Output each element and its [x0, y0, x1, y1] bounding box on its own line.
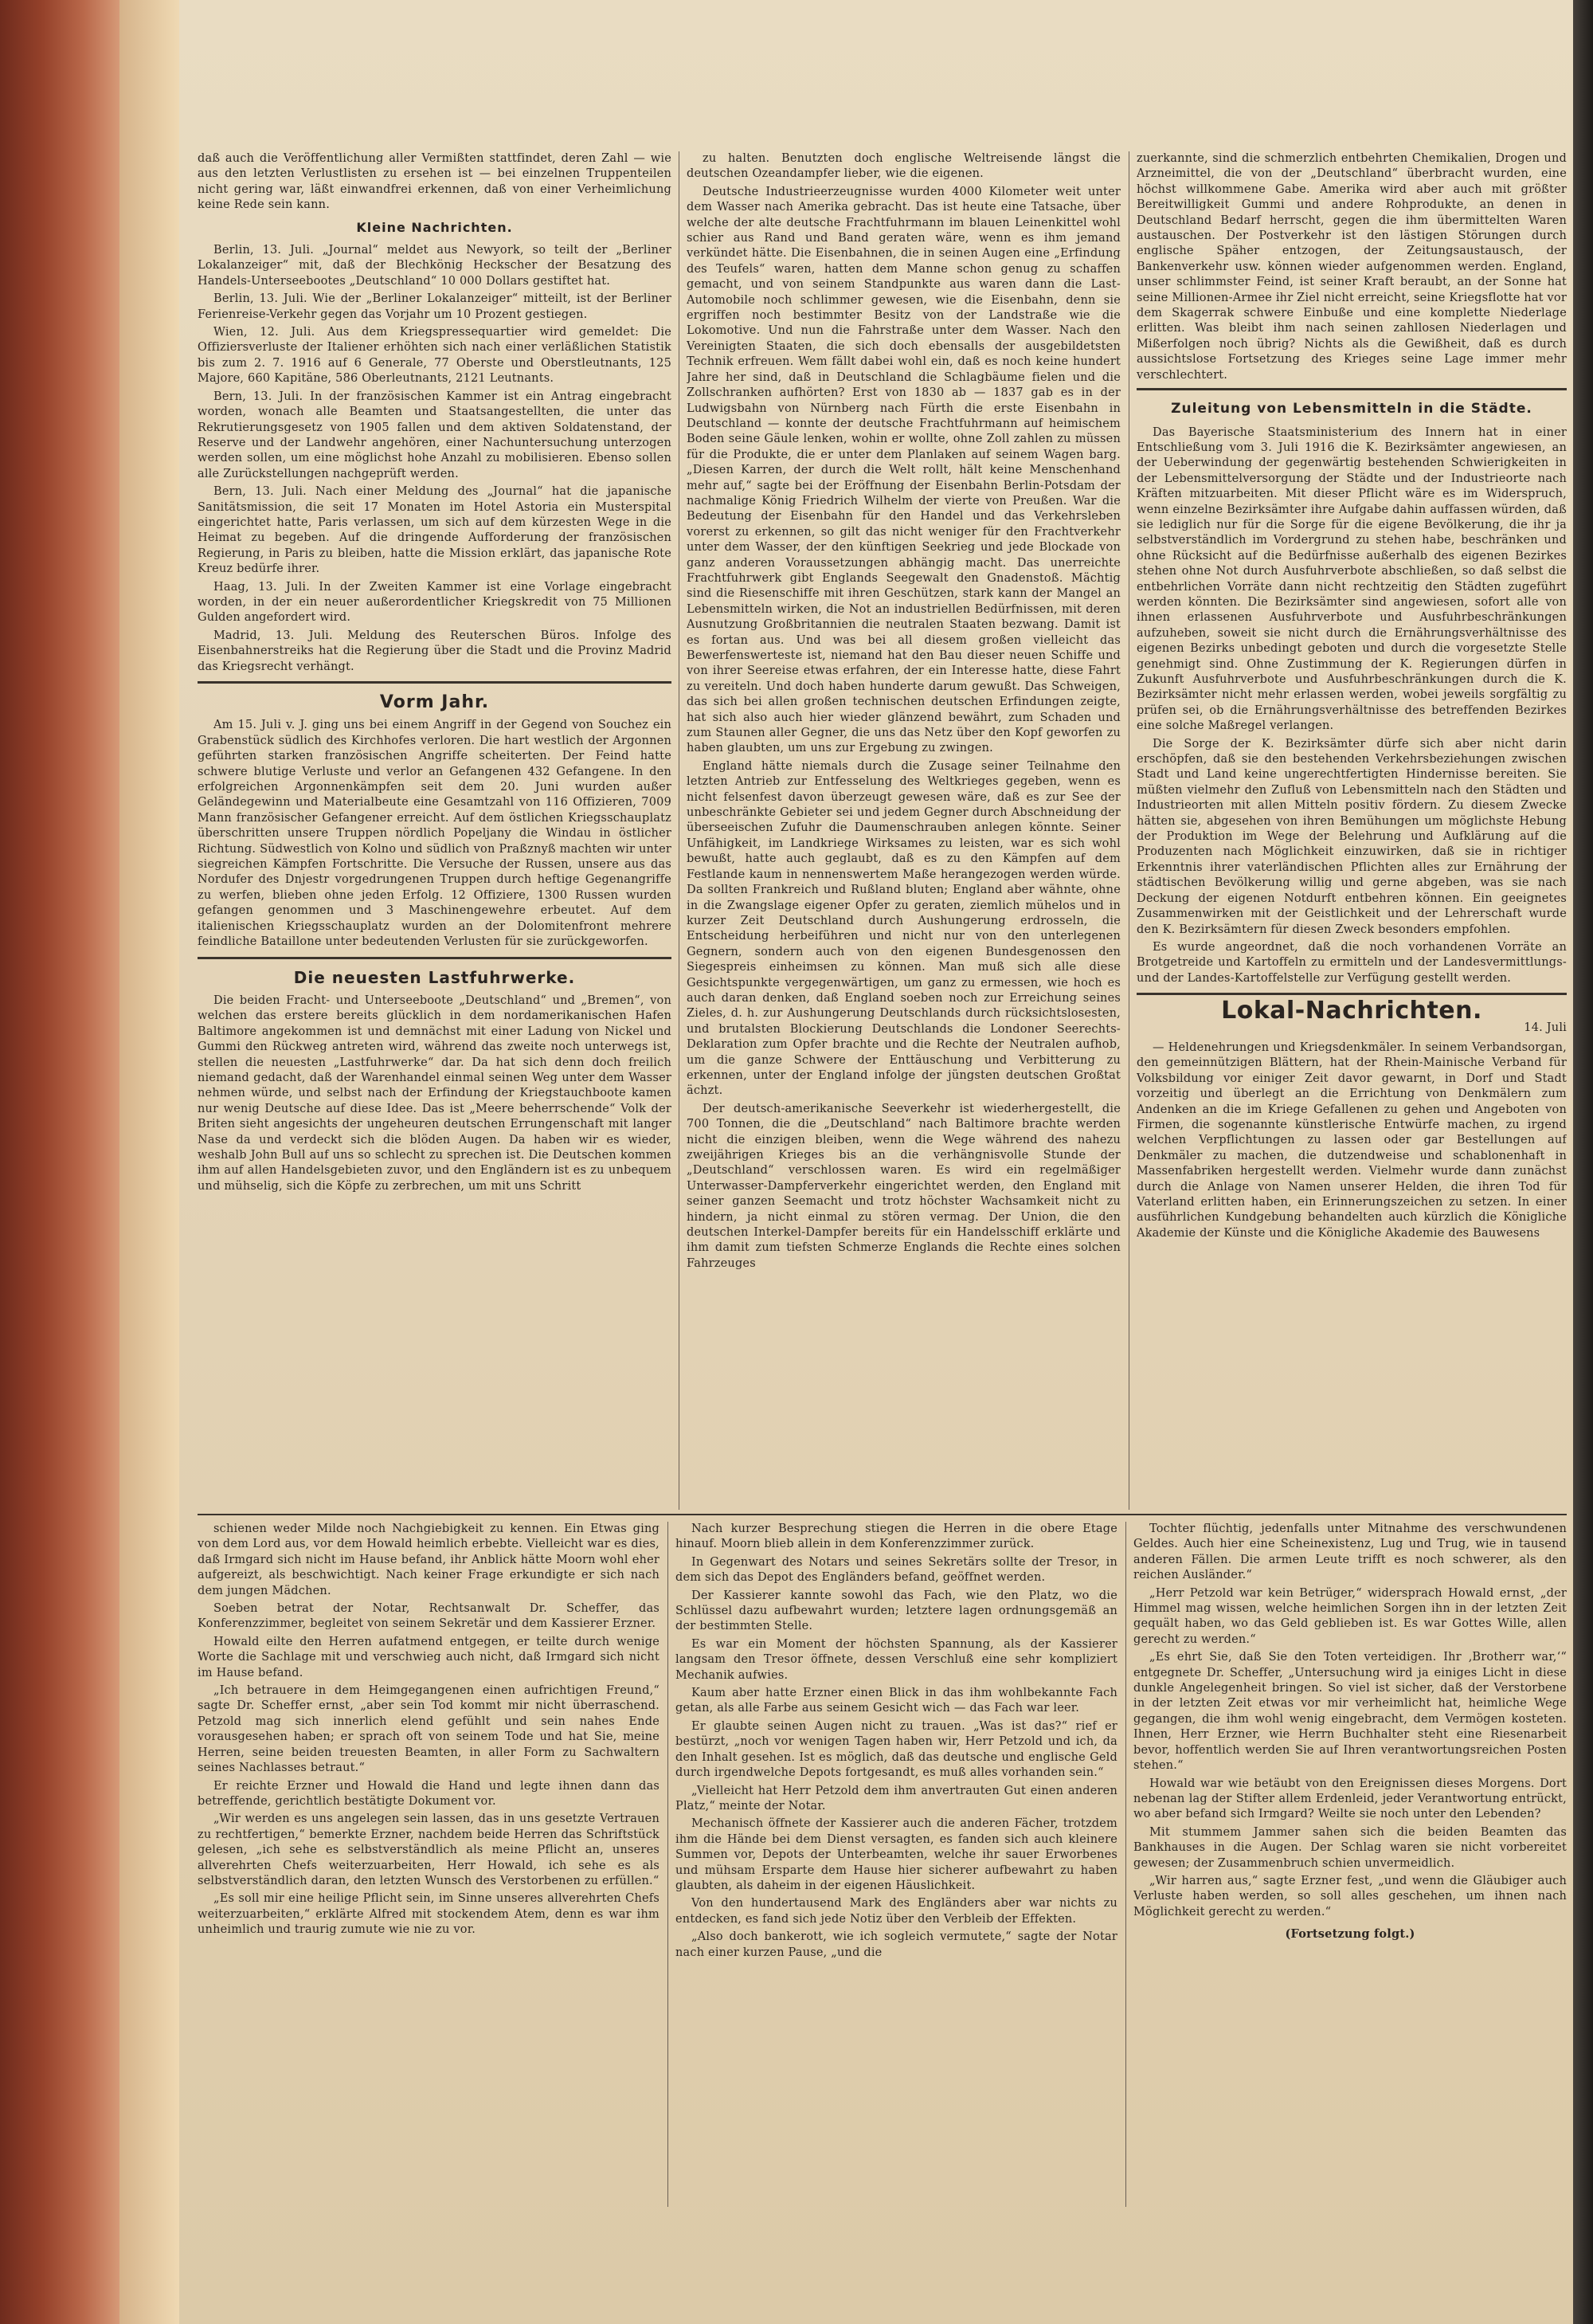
book-binding: [0, 0, 119, 2324]
paragraph: Das Bayerische Staatsministerium des Innern hat in einer Entschließung vom 3. Juli 1916 die K. Bezirksämter angewiesen, an der Ueberwindung der gegenwärtig bestehenden Schwierigkeiten in der Lebensmittelversorgung der Städte und der Industrieorte nach Kräften mitzuarbeiten. Mit dieser Pflicht wäre es im Widerspruch, wenn einzelne Bezirksämter ihre Aufgabe dahin auffassen würden, daß sie lediglich nur für die Sorge für die eigene Bevölkerung, die ihr ja selbstverständlich im Vordergrund zu stehen habe, beschränken und ohne Rücksicht auf die Bedürfnisse außerhalb des eigenen Bezirkes stehen ohne Not durch Ausfuhrverbote abschließen, so daß selbst die entbehrlichen Vorräte dann nicht rechtzeitig den Städten zugeführt werden könnten. Die Bezirksämter sind angewiesen, sofort alle von ihnen erlassenen Ausfuhrverbote und Ausfuhrbeschränkungen aufzuheben, soweit sie nicht durch die Ernährungsverhältnisse des eigenen Bezirks unbedingt geboten und durch die vorgesetzte Stelle genehmigt sind. Ohne Zustimmung der K. Regierungen dürfen in Zukunft Ausfuhrverbote und Ausfuhrbeschränkungen durch die K. Bezirksämter nicht mehr erlassen werden, wobei jeweils sorgfältig zu prüfen sei, ob die Ernährungsverhältnisse des betreffenden Bezirkes eine solche Maßregel verlangen.: [1137, 425, 1567, 733]
paragraph: Bern, 13. Juli. In der französischen Kammer ist ein Antrag eingebracht worden, wonach alle Beamten und Staatsangestellten, die unter das Rekrutierungsgesetz von 1905 fallen und dem aktiven Soldatenstand, der Reserve und der Landwehr angehören, einer Nachuntersuchung unterzogen werden sollen, um eine möglichst hohe Anzahl zu mobilisieren. Ebenso sollen alle Zurückstellungen nachgeprüft werden.: [198, 390, 671, 480]
paragraph: Bern, 13. Juli. Nach einer Meldung des „Journal“ hat die japanische Sanitätsmission, die seit 17 Monaten im Hotel Astoria ein Musterspital eingerichtet hatte, Paris verlassen, um sich auf dem kürzesten Wege in die Heimat zu begeben. Auf die dringende Aufforderung der französischen Regierung, in Paris zu bleiben, hatte die Mission erklärt, das japanische Rote Kreuz bedürfe ihrer.: [198, 485, 671, 576]
upper-column-2: [687, 151, 1121, 1510]
paragraph: Mit stummem Jammer sahen sich die beiden Beamten das Bankhauses in die Augen. Der Schlag waren sie nicht vorbereitet gewesen; der Zusammenbruch schien unvermeidlich.: [1133, 1825, 1567, 1870]
paragraph: zu halten. Benutzten doch englische Weltreisende längst die deutschen Ozeandampfer lieber, wie die eigenen.: [687, 152, 1121, 181]
paragraph: Berlin, 13. Juli. „Journal“ meldet aus Newyork, so teilt der „Berliner Lokalanzeiger“ mit, daß der Blechkönig Heckscher der Besatzung des Handels-Unterseebootes „Deutschland“ 10 000 Dollars gestiftet hat.: [198, 244, 671, 288]
paragraph: Deutsche Industrieerzeugnisse wurden 4000 Kilometer weit unter dem Wasser nach Amerika gebracht. Das ist heute eine Tatsache, über welche der alte deutsche Frachtfuhrmann im blauen Leinenkittel wohl schier aus Rand und Band geraten wäre, wenn es ihm jemand verkündet hätte. Die Eisenbahnen, die in seinen Augen eine „Erfindung des Teufels“ waren, hatten dem Manne schon genug zu schaffen gemacht, und von seinem Standpunkte aus waren dann die Last-Automobile noch schlimmer gewesen, wie die Eisenbahn, denn sie ergriffen noch bestimmter Besitz von der Landstraße wie die Lokomotive. Und nun die Fahrstraße unter dem Wasser. Nach den Vereinigten Staaten, die sich doch ebensalls der ausgebildetsten Technik erfreuen. Wem fällt dabei wohl ein, daß es noch keine hundert Jahre her sind, daß in Deutschland die Schlagbäume fielen und die Zollschranken aufhörten? Erst von 1830 ab — 1837 gab es in der Ludwigsbahn von Nürnberg nach Fürth die erste Eisenbahn in Deutschland — konnte der deutsche Frachtfuhrmann auf heimischem Boden seine Gäule lenken, wohin er wollte, ohne Zoll zahlen zu müssen für die Produkte, die er unter dem Planlaken auf seinem Wagen barg. „Diesen Karren, der durch die Welt rollt, hält keine Menschenhand mehr auf,“ sagte bei der Eröffnung der Eisenbahn Berlin-Potsdam der nachmalige König Friedrich Wilhelm der vierte von Preußen. War die Bedeutung der Eisenbahn für den Handel und das Verkehrsleben vorerst zu erkennen, so gilt das nicht weniger für den Frachtverkehr unter dem Wasser, der den künftigen Seekrieg und jede Blockade von ganz anderen Voraussetzungen abhängig macht. Das unerreichte Frachtfuhrwerk gibt Englands Seegewalt den Gnadenstoß. Mächtig sind die Riesenschiffe mit ihren Geschützen, stark kann der Mangel an Lebensmitteln wirken, die Not an industriellen Bedürfnissen, mit deren Ausnutzung Großbritannien die neutralen Staaten bezwang. Damit ist es fortan aus. Und was bei all diesem großen vielleicht das Bewerfenswerteste ist, niemand hat den Bau dieser neuen Schiffe und von ihrer Seereise etwas erfahren, der ein Interesse hatte, diese Fahrt zu vereiteln. Und doch haben hunderte darum gewußt. Das Schweigen, das sich bei allen großen technischen deutschen Erfindungen zeigte, hat sich also auch hier wieder glänzend bewährt, zum Schaden und zum Staunen aller Gegner, die uns das Netz über den Kopf geworfen zu haben glaubten, um uns zur Ergebung zu zwingen.: [687, 185, 1121, 755]
lastfuhrwerke-text: Die beiden Fracht- und Unterseeboote „Deutschland“ und „Bremen“, von welchen das erstere bereits glücklich in dem nordamerikanischen Hafen Baltimore angekommen ist und demnächst mit einer Ladung von Nickel und Gummi den Rückweg antreten wird, während das zweite noch unterwegs ist, stellen die neuesten „Lastfuhrwerke“ dar. Da hat sich denn doch freilich niemand gedacht, daß der Warenhandel einmal seinen Weg unter dem Wasser nehmen würde, und selbst nach der Erfindung der Kriegstauchboote kamen nur wenig Deutsche auf diese Idee. Das ist „Meere beherrschende“ Volk der Briten sieht angesichts der ungeheuren deutschen Errungenschaft mit langer Nase da und verdeckt sich die blöden Augen. Da haben wir es wieder, weshalb John Bull auf uns so schlecht zu sprechen ist. Die Deutschen kommen ihm auf allen Handelsgebieten zuvor, und den Engländern ist es zu unbequem und mühselig, sich die Köpfe zu zerbrechen, um mit uns Schritt: [198, 993, 671, 1193]
lastfuhrwerke-heading: Die neuesten Lastfuhrwerke.: [293, 967, 576, 987]
section-rule: [1137, 388, 1567, 395]
feuilleton-col3-paragraphs: [1133, 1522, 1567, 1920]
paragraph: Soeben betrat der Notar, Rechtsanwalt Dr. Scheffer, das Konferenzzimmer, begleitet von seinem Sekretär und dem Kassierer Erzner.: [198, 1602, 660, 1631]
vorm-jahr-heading: Vorm Jahr.: [379, 692, 490, 712]
section-rule: [198, 681, 671, 688]
paragraph: „Wir werden es uns angelegen sein lassen, das in uns gesetzte Vertrauen zu rechtfertigen,“ bemerkte Erzner, nachdem beide Herren das Schriftstück gelesen, „ich sehe es selbstverständlich als meine Pflicht an, unseres allverehrten Chefs weiterzuarbeiten, Herr Howald, ich sehe es als selbstverständlich daran, den letzten Wunsch des Verstorbenen zu erfüllen.“: [198, 1813, 660, 1887]
paragraph: „Es soll mir eine heilige Pflicht sein, im Sinne unseres allverehrten Chefs weiterzuarbeiten,“ erklärte Alfred mit stockendem Atem, denn es war ihm unheimlich und traurig zumute wie nie zu vor.: [198, 1892, 660, 1937]
upper-column-1: [198, 151, 671, 1510]
paragraph: Der deutsch-amerikanische Seeverkehr ist wiederhergestellt, die 700 Tonnen, die die „Deutschland“ nach Baltimore brachte werden nicht die einzigen bleiben, wenn die Wege während des nahezu zweijährigen Krieges bis an die verhängnisvolle Stunde der „Deutschland“ verschlossen waren. Es wird ein regelmäßiger Unterwasser-Dampferverkehr eingerichtet werden, den England mit seiner ganzen Seemacht und trotz höchster Wachsamkeit nicht zu hindern, ja nicht einmal zu stören vermag. Der Union, die den deutschen Interkel-Dampfer bereits für ein Handelsschiff erklärte und ihm damit zum tiefsten Schmerze Englands die Rechte eines solchen Fahrzeuges: [687, 1102, 1121, 1270]
paragraph: Es war ein Moment der höchsten Spannung, als der Kassierer langsam den Tresor öffnete, dessen Verschluß eine sehr kompliziert Mechanik aufwies.: [675, 1637, 1117, 1682]
feuilleton-column-3: [1133, 1522, 1567, 2207]
paragraph: „Also doch bankerott, wie ich sogleich vermutete,“ sagte der Notar nach einer kurzen Pause, „und die: [675, 1930, 1117, 1959]
feuilleton-column-1: [198, 1522, 660, 2207]
paragraph: Madrid, 13. Juli. Meldung des Reuterschen Büros. Infolge des Eisenbahnerstreiks hat die Regierung über die Stadt und die Provinz Madrid das Kriegsrecht verhängt.: [198, 629, 671, 673]
page-gutter: [119, 0, 179, 2324]
continuation-note: (Fortsetzung folgt.): [1285, 1927, 1415, 1942]
paragraph: schienen weder Milde noch Nachgiebigkeit zu kennen. Ein Etwas ging von dem Lord aus, vor dem Howald heimlich erbebte. Vielleicht war es dies, daß Irmgard sich nicht im Hause befand, ihr Anblick hätte Moorn wohl eher aufgereizt, als beschwichtigt. Nach keiner Frage erkundigte er sich nach dem jungen Mädchen.: [198, 1523, 660, 1597]
zuleitung-heading: Zuleitung von Lebensmitteln in die Städte.: [1171, 401, 1532, 417]
paragraph: „Ich betrauere in dem Heimgegangenen einen aufrichtigen Freund,“ sagte Dr. Scheffer ernst, „aber sein Tod kommt mir nicht überraschend. Petzold mag sich innerlich elend gefühlt und sein nahes Ende vorausgesehen haben; er sprach oft von seinem Tode und hat Sie, meine Herren, seine beiden treuesten Beamten, in aller Form zu Sachwaltern seines Nachlasses betraut.“: [198, 1684, 660, 1775]
paragraph: Wien, 12. Juli. Aus dem Kriegspressequartier wird gemeldet: Die Offiziersverluste der Italiener erhöhten sich nach einer verläßlichen Statistik bis zum 2. 7. 1916 auf 6 Generale, 77 Oberste und Oberstleutnants, 125 Majore, 660 Kapitäne, 586 Oberleutnants, 2121 Leutnants.: [198, 326, 671, 386]
paragraph: Die Sorge der K. Bezirksämter dürfe sich aber nicht darin erschöpfen, daß sie den bestehenden Verkehrsbeziehungen zwischen Stadt und Land keine ungerechtfertigten Hindernisse bereiten. Sie müßten vielmehr den Zufluß von Lebensmitteln nach den Städten und Industrieorten mit allen Mitteln positiv fördern. Zu diesem Zwecke hätten sie, abgesehen von ihren Bemühungen um möglichste Hebung der Produktion im Wege der Belehrung und Aufklärung auf die Produzenten nach Möglichkeit einzuwirken, daß sie in richtiger Erkenntnis ihrer vaterländischen Pflichten alles zur Ernährung der städtischen Bevölkerung willig und gerne abgeben, was sie nach Deckung der eigenen Notdurft entbehren können. Ein geeignetes Zusammenwirken mit der Geistlichkeit und der Lehrerschaft wurde den K. Bezirksämtern für diesen Zweck besonders empfohlen.: [1137, 737, 1567, 936]
vorm-jahr-text: Am 15. Juli v. J. ging uns bei einem Angriff in der Gegend von Souchez ein Grabenstück südlich des Kirchhofes verloren. Die hart westlich der Argonnen geführten starken französischen Angriffe scheiterten. Der Feind hatte schwere blutige Verluste und verlor an Gefangenen 432 Gefangene. In den erfolgreichen Argonnenkämpfen seit dem 20. Juni wurden außer Geländegewinn und Materialbeute eine Gesamtzahl von 116 Offizieren, 7009 Mann französischer Gefangener erreicht. Auf dem östlichen Kriegsschauplatz überschritten unsere Truppen nördlich Popeljany die Windau in östlicher Richtung. Südwestlich von Kolno und südlich von Praßznyß machten wir unter siegreichen Kämpfen Fortschritte. Die Versuche der Russen, unsere aus das Nordufer des Dnjestr vorgedrungenen Truppen durch heftige Gegenangriffe zu werfen, blieben ohne jeden Erfolg. 12 Offiziere, 1300 Russen wurden gefangen genommen und 3 Maschinengewehre erbeutet. Auf dem italienischen Kriegsschauplatz wurden an der Dolomitenfront mehrere feindliche Bataillone unter bedeutenden Verlusten für sie zurückgeworfen.: [198, 719, 671, 949]
column-divider: [667, 1522, 668, 2207]
paragraph: Nach kurzer Besprechung stiegen die Herren in die obere Etage hinauf. Moorn blieb allein in dem Konferenzzimmer zurück.: [675, 1523, 1117, 1551]
paragraph: Er reichte Erzner und Howald die Hand und legte ihnen dann das betreffende, gerichtlich bestätigte Dokument vor.: [198, 1779, 660, 1808]
lokal-dateline: 14. Juli: [1524, 1021, 1567, 1034]
intro-paragraph: daß auch die Veröffentlichung aller Vermißten stattfindet, deren Zahl — wie aus den letzten Verlustlisten zu ersehen ist — bei einzelnen Truppenteilen nicht gering war, läßt einwandfrei erkennen, daß von einer Verheimlichung keine Rede sein kann.: [198, 152, 671, 212]
paragraph: Berlin, 13. Juli. Wie der „Berliner Lokalanzeiger“ mitteilt, ist der Berliner Ferienreise-Verkehr gegen das Vorjahr um 10 Prozent gestiegen.: [198, 292, 671, 321]
section-rule: [198, 957, 671, 964]
paragraph: „Herr Petzold war kein Betrüger,“ widersprach Howald ernst, „der Himmel mag wissen, welche heimlichen Sorgen ihn in der letzten Zeit gequält haben, wo das Geld geblieben ist. Es war Gottes Wille, allen gerecht zu werden.“: [1133, 1586, 1567, 1646]
paragraph: Haag, 13. Juli. In der Zweiten Kammer ist eine Vorlage eingebracht worden, in der ein neuer außerordentlicher Kriegskredit von 75 Millionen Gulden angefordert wird.: [198, 580, 671, 625]
paragraph: „Wir harren aus,“ sagte Erzner fest, „und wenn die Gläubiger auch Verluste haben werden, so soll alles geschehen, um ihnen nach Möglichkeit gerecht zu werden.“: [1133, 1874, 1567, 1918]
feuilleton-rule: [198, 1514, 1567, 1515]
paragraph: „Vielleicht hat Herr Petzold dem ihm anvertrauten Gut einen anderen Platz,“ meinte der Notar.: [675, 1784, 1117, 1813]
paragraph: Von den hundertausend Mark des Engländers aber war nichts zu entdecken, es fand sich jede Notiz über den Verbleib der Effekten.: [675, 1897, 1117, 1926]
lokal-nachrichten-heading: Lokal-Nachrichten.: [1221, 997, 1482, 1025]
column-divider: [1125, 1522, 1126, 2207]
lokal-text: — Heldenehrungen und Kriegsdenkmäler. In seinem Verbandsorgan, den gemeinnützigen Blättern, hat der Rhein-Mainische Verband für Volksbildung vor einiger Zeit davor gewarnt, in Dorf und Stadt vorzeitig und überlegt an die Errichtung von Denkmälern zum Andenken an die im Kriege Gefallenen zu gehen und Angeboten von Firmen, die sogenannte künstlerische Entwürfe machen, zu irgend welchen Verpflichtungen zu lassen oder gar Bestellungen auf Denkmäler zu machen, die dutzendweise und schablonenhaft in Massenfabriken hergestellt werden. Vielmehr wurde dann zunächst durch die Anlage von Namen unserer Helden, die ihren Tod für Vaterland erlitten haben, ein Erinnerungszeichen zu setzen. In einer ausführlichen Kundgebung behandelten auch kürzlich die Königliche Akademie der Künste und die Königliche Akademie des Bauwesens: [1137, 1041, 1567, 1240]
news-items-list: [198, 243, 671, 675]
kleine-nachrichten-heading: Kleine Nachrichten.: [356, 219, 513, 235]
paragraph: Tochter flüchtig, jedenfalls unter Mitnahme des verschwundenen Geldes. Auch hier eine Scheinexistenz, Lug und Trug, wie in tausend anderen Fällen. Die armen Leute trifft es noch schwerer, als den reichen Ausländer.“: [1133, 1523, 1567, 1582]
feuilleton-column-2: [675, 1522, 1117, 2207]
paragraph: Howald war wie betäubt von den Ereignissen dieses Morgens. Dort nebenan lag der Stifter allem Erdenleid, jeder Verantwortung entrückt, wo aber befand sich Irmgard? Weilte sie noch unter den Lebenden?: [1133, 1777, 1567, 1821]
paragraph: Der Kassierer kannte sowohl das Fach, wie den Platz, wo die Schlüssel dazu aufbewahrt wurden; letztere lagen ordnungsgemäß an der bestimmten Stelle.: [675, 1589, 1117, 1633]
page-right-edge: [1573, 0, 1593, 2324]
paragraph: In Gegenwart des Notars und seines Sekretärs sollte der Tresor, in dem sich das Depot des Engländers befand, geöffnet werden.: [675, 1555, 1117, 1585]
paragraph: „Es ehrt Sie, daß Sie den Toten verteidigen. Ihr ‚Brotherr war,‘“ entgegnete Dr. Scheffer, „Untersuchung wird ja einiges Licht in diese dunkle Angelegenheit bringen. So viel ist sicher, daß der Verstorbene in der letzten Zeit etwas vor mir verheimlicht hat, heimliche Wege gegangen, die ihm wohl wenig eingebracht, dem Vermögen kosteten. Ihnen, Herr Erzner, wie Herrn Buchhalter steht eine Riesenarbeit bevor, hoffentlich werden Sie auf Ihren verantwortungsreichen Posten stehen.“: [1133, 1651, 1567, 1773]
upper-column-3: [1137, 151, 1567, 1510]
zuleitung-paragraphs: [1137, 425, 1567, 987]
paragraph: Kaum aber hatte Erzner einen Blick in das ihm wohlbekannte Fach getan, als alle Farbe aus seinem Gesicht wich — das Fach war leer.: [675, 1687, 1117, 1715]
paragraph: Mechanisch öffnete der Kassierer auch die anderen Fächer, trotzdem ihm die Hände bei dem Dienst versagten, es fanden sich auch kleinere Summen vor, Depots der Unterbeamten, welche ihr sauer Erworbenes und mühsam Ersparte dem Hause hier sicherer aufbewahrt zu haben glaubten, als daheim in der eigenen Häuslichkeit.: [675, 1817, 1117, 1892]
paragraph: Howald eilte den Herren aufatmend entgegen, er teilte durch wenige Worte die Sachlage mit und verschwieg auch nicht, daß Irmgard sich nicht im Hause befand.: [198, 1635, 660, 1679]
paragraph: Es wurde angeordnet, daß die noch vorhandenen Vorräte an Brotgetreide und Kartoffeln zu ermitteln und der Landesvermittlungs- und der Landes-Kartoffelstelle zur Verfügung gestellt werden.: [1137, 940, 1567, 985]
paragraph: Er glaubte seinen Augen nicht zu trauen. „Was ist das?“ rief er bestürzt, „noch vor wenigen Tagen haben wir, Herr Petzold und ich, da den Inhalt gesehen. Ist es möglich, daß das deutsche und englische Geld durch irgendwelche Depots fortgesandt, es muß alles vorhanden sein.“: [675, 1719, 1117, 1780]
paragraph: England hätte niemals durch die Zusage seiner Teilnahme den letzten Antrieb zur Entfesselung des Weltkrieges gegeben, wenn es nicht felsenfest davon überzeugt gewesen wäre, daß es zur See der unbeschränkte Gebieter sei und jedem Gegner durch Abschneidung der überseeischen Zufuhr die Daumenschrauben anlegen könnte. Seiner Unfähigkeit, im Landkriege Wirksames zu leisten, war es sich wohl bewußt, hatte auch geglaubt, daß es zu den Kämpfen auf dem Festlande kaum in nennenswertem Maße herangezogen werden würde. Da sollten Frankreich und Rußland bluten; England aber wähnte, ohne in die Zwangslage eigener Opfer zu geraten, ziemlich mühelos und in kurzer Zeit Deutschland durch Aushungerung erdrosseln, die Entscheidung herbeiführen und nicht nur von den unterlegenen Gegnern, sondern auch von den eigenen Bundesgenossen den Siegespreis einheimsen zu können. Man muß sich alle diese Gesichtspunkte vergegenwärtigen, um ganz zu ermessen, wie hoch es auch daran denken, daß England soeben noch zur Erreichung seines Zieles, d. h. zur Aushungerung Deutschlands durch rücksichtslosesten, und brutalsten Blockierung Deutschlands die Londoner Seerechts-Deklaration zum Opfer brachte und die Rechte der Neutralen aufhob, um die ganze Schwere der Enttäuschung und Verbitterung zu erkennen, unter der England infolge der jüngsten deutschen Großtat ächzt.: [687, 759, 1121, 1098]
col3-intro: zuerkannte, sind die schmerzlich entbehrten Chemikalien, Drogen und Arzneimittel, die von der „Deutschland“ überbracht wurden, eine höchst willkommene Gabe. Amerika wird aber auch mit größter Bereitwilligkeit Gummi und andere Rohprodukte, an denen in Deutschland Bedarf herrscht, gegen die ihm übermittelten Waren austauschen. Der Postverkehr ist den lästigen Störungen durch englische Späher entzogen, der Zeitungsaustausch, der Bankenverkehr usw. können wieder aufgenommen werden. England, unser schlimmster Feind, ist seiner Kraft beraubt, an der Sonne hat seine Millionen-Armee ihr Ziel nicht erreicht, seine Kriegsflotte hat vor dem Skagerrak schwere Einbuße und eine komplette Niederlage erlitten. Was bleibt ihm nach seinen zahllosen Niederlagen und Mißerfolgen noch übrig? Nichts als die Gewißheit, daß es durch aussichtslose Fortsetzung des Krieges seine Lage immer mehr verschlechtert.: [1137, 152, 1567, 382]
